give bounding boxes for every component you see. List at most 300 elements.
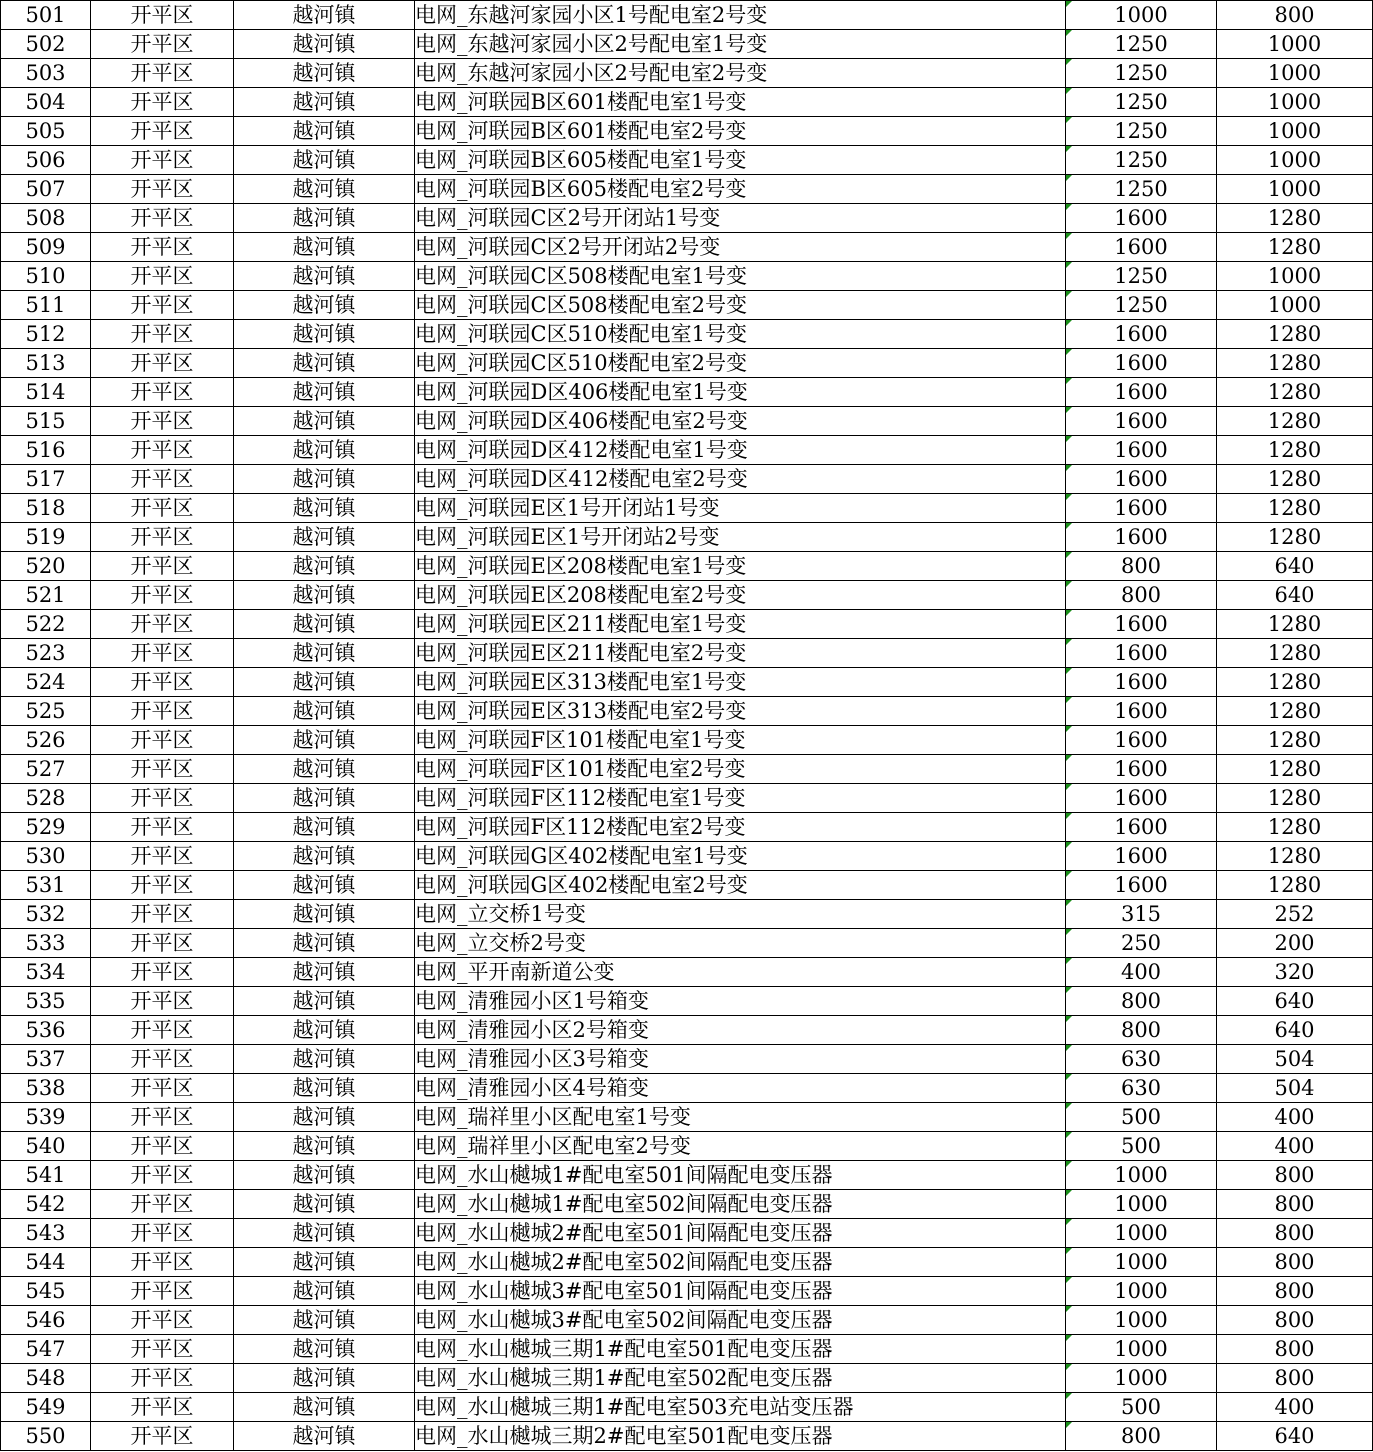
- capacity-cell[interactable]: 1600: [1066, 204, 1217, 233]
- district-cell[interactable]: 开平区: [91, 1364, 234, 1393]
- transformer-name-cell[interactable]: 电网_水山樾城三期1#配电室503充电站变压器: [415, 1393, 1066, 1422]
- row-number-cell[interactable]: 523: [1, 639, 91, 668]
- district-cell[interactable]: 开平区: [91, 1074, 234, 1103]
- town-cell[interactable]: 越河镇: [234, 30, 415, 59]
- district-cell[interactable]: 开平区: [91, 494, 234, 523]
- load-cell[interactable]: 504: [1217, 1045, 1373, 1074]
- district-cell[interactable]: 开平区: [91, 900, 234, 929]
- capacity-cell[interactable]: 1250: [1066, 291, 1217, 320]
- row-number-cell[interactable]: 540: [1, 1132, 91, 1161]
- town-cell[interactable]: 越河镇: [234, 407, 415, 436]
- transformer-name-cell[interactable]: 电网_立交桥1号变: [415, 900, 1066, 929]
- row-number-cell[interactable]: 511: [1, 291, 91, 320]
- row-number-cell[interactable]: 545: [1, 1277, 91, 1306]
- row-number-cell[interactable]: 508: [1, 204, 91, 233]
- district-cell[interactable]: 开平区: [91, 1219, 234, 1248]
- transformer-name-cell[interactable]: 电网_东越河家园小区2号配电室2号变: [415, 59, 1066, 88]
- town-cell[interactable]: 越河镇: [234, 262, 415, 291]
- district-cell[interactable]: 开平区: [91, 1335, 234, 1364]
- town-cell[interactable]: 越河镇: [234, 436, 415, 465]
- district-cell[interactable]: 开平区: [91, 233, 234, 262]
- transformer-name-cell[interactable]: 电网_河联园G区402楼配电室1号变: [415, 842, 1066, 871]
- row-number-cell[interactable]: 538: [1, 1074, 91, 1103]
- town-cell[interactable]: 越河镇: [234, 929, 415, 958]
- district-cell[interactable]: 开平区: [91, 349, 234, 378]
- load-cell[interactable]: 1000: [1217, 30, 1373, 59]
- district-cell[interactable]: 开平区: [91, 436, 234, 465]
- capacity-cell[interactable]: 1600: [1066, 813, 1217, 842]
- row-number-cell[interactable]: 513: [1, 349, 91, 378]
- district-cell[interactable]: 开平区: [91, 262, 234, 291]
- town-cell[interactable]: 越河镇: [234, 610, 415, 639]
- load-cell[interactable]: 1280: [1217, 813, 1373, 842]
- capacity-cell[interactable]: 1600: [1066, 871, 1217, 900]
- transformer-name-cell[interactable]: 电网_东越河家园小区1号配电室2号变: [415, 1, 1066, 30]
- transformer-name-cell[interactable]: 电网_水山樾城1#配电室501间隔配电变压器: [415, 1161, 1066, 1190]
- town-cell[interactable]: 越河镇: [234, 378, 415, 407]
- row-number-cell[interactable]: 531: [1, 871, 91, 900]
- load-cell[interactable]: 800: [1217, 1335, 1373, 1364]
- town-cell[interactable]: 越河镇: [234, 958, 415, 987]
- row-number-cell[interactable]: 520: [1, 552, 91, 581]
- transformer-name-cell[interactable]: 电网_河联园C区510楼配电室1号变: [415, 320, 1066, 349]
- transformer-name-cell[interactable]: 电网_河联园D区406楼配电室2号变: [415, 407, 1066, 436]
- transformer-name-cell[interactable]: 电网_河联园D区406楼配电室1号变: [415, 378, 1066, 407]
- district-cell[interactable]: 开平区: [91, 1045, 234, 1074]
- capacity-cell[interactable]: 500: [1066, 1103, 1217, 1132]
- capacity-cell[interactable]: 800: [1066, 1422, 1217, 1451]
- town-cell[interactable]: 越河镇: [234, 755, 415, 784]
- row-number-cell[interactable]: 507: [1, 175, 91, 204]
- town-cell[interactable]: 越河镇: [234, 117, 415, 146]
- district-cell[interactable]: 开平区: [91, 929, 234, 958]
- load-cell[interactable]: 400: [1217, 1103, 1373, 1132]
- capacity-cell[interactable]: 1600: [1066, 784, 1217, 813]
- load-cell[interactable]: 1000: [1217, 88, 1373, 117]
- town-cell[interactable]: 越河镇: [234, 552, 415, 581]
- row-number-cell[interactable]: 535: [1, 987, 91, 1016]
- load-cell[interactable]: 800: [1217, 1277, 1373, 1306]
- district-cell[interactable]: 开平区: [91, 465, 234, 494]
- capacity-cell[interactable]: 1600: [1066, 755, 1217, 784]
- district-cell[interactable]: 开平区: [91, 1393, 234, 1422]
- row-number-cell[interactable]: 510: [1, 262, 91, 291]
- town-cell[interactable]: 越河镇: [234, 697, 415, 726]
- district-cell[interactable]: 开平区: [91, 610, 234, 639]
- transformer-name-cell[interactable]: 电网_河联园C区510楼配电室2号变: [415, 349, 1066, 378]
- transformer-name-cell[interactable]: 电网_清雅园小区1号箱变: [415, 987, 1066, 1016]
- transformer-name-cell[interactable]: 电网_水山樾城2#配电室502间隔配电变压器: [415, 1248, 1066, 1277]
- transformer-name-cell[interactable]: 电网_河联园G区402楼配电室2号变: [415, 871, 1066, 900]
- district-cell[interactable]: 开平区: [91, 146, 234, 175]
- town-cell[interactable]: 越河镇: [234, 523, 415, 552]
- capacity-cell[interactable]: 1600: [1066, 842, 1217, 871]
- row-number-cell[interactable]: 533: [1, 929, 91, 958]
- load-cell[interactable]: 1280: [1217, 842, 1373, 871]
- town-cell[interactable]: 越河镇: [234, 175, 415, 204]
- town-cell[interactable]: 越河镇: [234, 349, 415, 378]
- capacity-cell[interactable]: 800: [1066, 987, 1217, 1016]
- transformer-name-cell[interactable]: 电网_河联园E区313楼配电室1号变: [415, 668, 1066, 697]
- capacity-cell[interactable]: 1600: [1066, 436, 1217, 465]
- town-cell[interactable]: 越河镇: [234, 1074, 415, 1103]
- row-number-cell[interactable]: 546: [1, 1306, 91, 1335]
- load-cell[interactable]: 1280: [1217, 465, 1373, 494]
- district-cell[interactable]: 开平区: [91, 784, 234, 813]
- town-cell[interactable]: 越河镇: [234, 146, 415, 175]
- transformer-name-cell[interactable]: 电网_水山樾城三期2#配电室501配电变压器: [415, 1422, 1066, 1451]
- transformer-name-cell[interactable]: 电网_瑞祥里小区配电室1号变: [415, 1103, 1066, 1132]
- row-number-cell[interactable]: 521: [1, 581, 91, 610]
- town-cell[interactable]: 越河镇: [234, 1161, 415, 1190]
- transformer-name-cell[interactable]: 电网_河联园B区601楼配电室2号变: [415, 117, 1066, 146]
- town-cell[interactable]: 越河镇: [234, 784, 415, 813]
- load-cell[interactable]: 800: [1217, 1364, 1373, 1393]
- load-cell[interactable]: 1000: [1217, 59, 1373, 88]
- capacity-cell[interactable]: 630: [1066, 1074, 1217, 1103]
- district-cell[interactable]: 开平区: [91, 523, 234, 552]
- load-cell[interactable]: 640: [1217, 1422, 1373, 1451]
- load-cell[interactable]: 1280: [1217, 349, 1373, 378]
- town-cell[interactable]: 越河镇: [234, 1364, 415, 1393]
- load-cell[interactable]: 800: [1217, 1190, 1373, 1219]
- row-number-cell[interactable]: 549: [1, 1393, 91, 1422]
- capacity-cell[interactable]: 1600: [1066, 610, 1217, 639]
- transformer-name-cell[interactable]: 电网_河联园C区508楼配电室2号变: [415, 291, 1066, 320]
- load-cell[interactable]: 1280: [1217, 204, 1373, 233]
- load-cell[interactable]: 1280: [1217, 610, 1373, 639]
- load-cell[interactable]: 320: [1217, 958, 1373, 987]
- town-cell[interactable]: 越河镇: [234, 900, 415, 929]
- load-cell[interactable]: 1000: [1217, 175, 1373, 204]
- load-cell[interactable]: 800: [1217, 1306, 1373, 1335]
- load-cell[interactable]: 640: [1217, 581, 1373, 610]
- capacity-cell[interactable]: 1600: [1066, 378, 1217, 407]
- row-number-cell[interactable]: 529: [1, 813, 91, 842]
- row-number-cell[interactable]: 504: [1, 88, 91, 117]
- district-cell[interactable]: 开平区: [91, 378, 234, 407]
- transformer-name-cell[interactable]: 电网_河联园D区412楼配电室1号变: [415, 436, 1066, 465]
- row-number-cell[interactable]: 536: [1, 1016, 91, 1045]
- town-cell[interactable]: 越河镇: [234, 233, 415, 262]
- capacity-cell[interactable]: 1600: [1066, 697, 1217, 726]
- transformer-name-cell[interactable]: 电网_河联园E区208楼配电室1号变: [415, 552, 1066, 581]
- transformer-name-cell[interactable]: 电网_河联园E区211楼配电室2号变: [415, 639, 1066, 668]
- transformer-name-cell[interactable]: 电网_立交桥2号变: [415, 929, 1066, 958]
- transformer-name-cell[interactable]: 电网_瑞祥里小区配电室2号变: [415, 1132, 1066, 1161]
- district-cell[interactable]: 开平区: [91, 291, 234, 320]
- transformer-name-cell[interactable]: 电网_河联园F区101楼配电室2号变: [415, 755, 1066, 784]
- row-number-cell[interactable]: 509: [1, 233, 91, 262]
- load-cell[interactable]: 1000: [1217, 291, 1373, 320]
- load-cell[interactable]: 1000: [1217, 146, 1373, 175]
- capacity-cell[interactable]: 1000: [1066, 1219, 1217, 1248]
- row-number-cell[interactable]: 547: [1, 1335, 91, 1364]
- row-number-cell[interactable]: 516: [1, 436, 91, 465]
- load-cell[interactable]: 1280: [1217, 378, 1373, 407]
- load-cell[interactable]: 1280: [1217, 784, 1373, 813]
- capacity-cell[interactable]: 1250: [1066, 88, 1217, 117]
- capacity-cell[interactable]: 1600: [1066, 320, 1217, 349]
- district-cell[interactable]: 开平区: [91, 987, 234, 1016]
- capacity-cell[interactable]: 1000: [1066, 1364, 1217, 1393]
- town-cell[interactable]: 越河镇: [234, 842, 415, 871]
- transformer-name-cell[interactable]: 电网_河联园E区211楼配电室1号变: [415, 610, 1066, 639]
- capacity-cell[interactable]: 630: [1066, 1045, 1217, 1074]
- town-cell[interactable]: 越河镇: [234, 1132, 415, 1161]
- row-number-cell[interactable]: 525: [1, 697, 91, 726]
- capacity-cell[interactable]: 1250: [1066, 59, 1217, 88]
- row-number-cell[interactable]: 548: [1, 1364, 91, 1393]
- capacity-cell[interactable]: 1000: [1066, 1306, 1217, 1335]
- transformer-name-cell[interactable]: 电网_河联园F区112楼配电室2号变: [415, 813, 1066, 842]
- load-cell[interactable]: 1280: [1217, 697, 1373, 726]
- load-cell[interactable]: 1280: [1217, 407, 1373, 436]
- district-cell[interactable]: 开平区: [91, 88, 234, 117]
- load-cell[interactable]: 800: [1217, 1248, 1373, 1277]
- row-number-cell[interactable]: 505: [1, 117, 91, 146]
- town-cell[interactable]: 越河镇: [234, 1335, 415, 1364]
- row-number-cell[interactable]: 526: [1, 726, 91, 755]
- transformer-name-cell[interactable]: 电网_河联园F区112楼配电室1号变: [415, 784, 1066, 813]
- district-cell[interactable]: 开平区: [91, 871, 234, 900]
- town-cell[interactable]: 越河镇: [234, 291, 415, 320]
- transformer-name-cell[interactable]: 电网_河联园B区605楼配电室2号变: [415, 175, 1066, 204]
- transformer-name-cell[interactable]: 电网_水山樾城1#配电室502间隔配电变压器: [415, 1190, 1066, 1219]
- capacity-cell[interactable]: 500: [1066, 1132, 1217, 1161]
- town-cell[interactable]: 越河镇: [234, 1219, 415, 1248]
- load-cell[interactable]: 1280: [1217, 233, 1373, 262]
- capacity-cell[interactable]: 1600: [1066, 407, 1217, 436]
- row-number-cell[interactable]: 541: [1, 1161, 91, 1190]
- district-cell[interactable]: 开平区: [91, 1306, 234, 1335]
- town-cell[interactable]: 越河镇: [234, 726, 415, 755]
- load-cell[interactable]: 1000: [1217, 262, 1373, 291]
- capacity-cell[interactable]: 1000: [1066, 1, 1217, 30]
- transformer-name-cell[interactable]: 电网_水山樾城3#配电室501间隔配电变压器: [415, 1277, 1066, 1306]
- transformer-name-cell[interactable]: 电网_水山樾城三期1#配电室501配电变压器: [415, 1335, 1066, 1364]
- load-cell[interactable]: 1280: [1217, 523, 1373, 552]
- capacity-cell[interactable]: 1600: [1066, 639, 1217, 668]
- district-cell[interactable]: 开平区: [91, 1103, 234, 1132]
- load-cell[interactable]: 800: [1217, 1, 1373, 30]
- transformer-name-cell[interactable]: 电网_河联园B区601楼配电室1号变: [415, 88, 1066, 117]
- load-cell[interactable]: 800: [1217, 1161, 1373, 1190]
- district-cell[interactable]: 开平区: [91, 639, 234, 668]
- row-number-cell[interactable]: 544: [1, 1248, 91, 1277]
- town-cell[interactable]: 越河镇: [234, 813, 415, 842]
- capacity-cell[interactable]: 1250: [1066, 146, 1217, 175]
- row-number-cell[interactable]: 537: [1, 1045, 91, 1074]
- row-number-cell[interactable]: 539: [1, 1103, 91, 1132]
- capacity-cell[interactable]: 1250: [1066, 30, 1217, 59]
- district-cell[interactable]: 开平区: [91, 30, 234, 59]
- town-cell[interactable]: 越河镇: [234, 1045, 415, 1074]
- town-cell[interactable]: 越河镇: [234, 1306, 415, 1335]
- district-cell[interactable]: 开平区: [91, 1422, 234, 1451]
- district-cell[interactable]: 开平区: [91, 755, 234, 784]
- load-cell[interactable]: 640: [1217, 987, 1373, 1016]
- transformer-name-cell[interactable]: 电网_河联园E区208楼配电室2号变: [415, 581, 1066, 610]
- district-cell[interactable]: 开平区: [91, 175, 234, 204]
- district-cell[interactable]: 开平区: [91, 668, 234, 697]
- transformer-name-cell[interactable]: 电网_河联园B区605楼配电室1号变: [415, 146, 1066, 175]
- transformer-name-cell[interactable]: 电网_河联园F区101楼配电室1号变: [415, 726, 1066, 755]
- district-cell[interactable]: 开平区: [91, 320, 234, 349]
- capacity-cell[interactable]: 1000: [1066, 1161, 1217, 1190]
- row-number-cell[interactable]: 512: [1, 320, 91, 349]
- district-cell[interactable]: 开平区: [91, 581, 234, 610]
- load-cell[interactable]: 1280: [1217, 668, 1373, 697]
- town-cell[interactable]: 越河镇: [234, 465, 415, 494]
- row-number-cell[interactable]: 518: [1, 494, 91, 523]
- town-cell[interactable]: 越河镇: [234, 1393, 415, 1422]
- row-number-cell[interactable]: 501: [1, 1, 91, 30]
- capacity-cell[interactable]: 1250: [1066, 117, 1217, 146]
- district-cell[interactable]: 开平区: [91, 59, 234, 88]
- load-cell[interactable]: 200: [1217, 929, 1373, 958]
- transformer-name-cell[interactable]: 电网_水山樾城三期1#配电室502配电变压器: [415, 1364, 1066, 1393]
- row-number-cell[interactable]: 517: [1, 465, 91, 494]
- capacity-cell[interactable]: 1600: [1066, 465, 1217, 494]
- load-cell[interactable]: 400: [1217, 1132, 1373, 1161]
- capacity-cell[interactable]: 500: [1066, 1393, 1217, 1422]
- district-cell[interactable]: 开平区: [91, 407, 234, 436]
- load-cell[interactable]: 640: [1217, 552, 1373, 581]
- transformer-name-cell[interactable]: 电网_河联园E区1号开闭站2号变: [415, 523, 1066, 552]
- capacity-cell[interactable]: 1000: [1066, 1248, 1217, 1277]
- town-cell[interactable]: 越河镇: [234, 639, 415, 668]
- capacity-cell[interactable]: 1600: [1066, 523, 1217, 552]
- town-cell[interactable]: 越河镇: [234, 581, 415, 610]
- capacity-cell[interactable]: 1250: [1066, 262, 1217, 291]
- district-cell[interactable]: 开平区: [91, 1, 234, 30]
- load-cell[interactable]: 504: [1217, 1074, 1373, 1103]
- town-cell[interactable]: 越河镇: [234, 1248, 415, 1277]
- town-cell[interactable]: 越河镇: [234, 1016, 415, 1045]
- load-cell[interactable]: 1280: [1217, 639, 1373, 668]
- transformer-name-cell[interactable]: 电网_河联园C区508楼配电室1号变: [415, 262, 1066, 291]
- town-cell[interactable]: 越河镇: [234, 1103, 415, 1132]
- load-cell[interactable]: 1000: [1217, 117, 1373, 146]
- district-cell[interactable]: 开平区: [91, 958, 234, 987]
- capacity-cell[interactable]: 400: [1066, 958, 1217, 987]
- transformer-name-cell[interactable]: 电网_清雅园小区2号箱变: [415, 1016, 1066, 1045]
- load-cell[interactable]: 800: [1217, 1219, 1373, 1248]
- capacity-cell[interactable]: 1000: [1066, 1277, 1217, 1306]
- transformer-name-cell[interactable]: 电网_东越河家园小区2号配电室1号变: [415, 30, 1066, 59]
- row-number-cell[interactable]: 514: [1, 378, 91, 407]
- town-cell[interactable]: 越河镇: [234, 59, 415, 88]
- capacity-cell[interactable]: 1600: [1066, 349, 1217, 378]
- capacity-cell[interactable]: 1600: [1066, 233, 1217, 262]
- load-cell[interactable]: 1280: [1217, 436, 1373, 465]
- load-cell[interactable]: 400: [1217, 1393, 1373, 1422]
- row-number-cell[interactable]: 534: [1, 958, 91, 987]
- row-number-cell[interactable]: 515: [1, 407, 91, 436]
- town-cell[interactable]: 越河镇: [234, 871, 415, 900]
- transformer-name-cell[interactable]: 电网_清雅园小区3号箱变: [415, 1045, 1066, 1074]
- capacity-cell[interactable]: 250: [1066, 929, 1217, 958]
- capacity-cell[interactable]: 1600: [1066, 494, 1217, 523]
- load-cell[interactable]: 1280: [1217, 755, 1373, 784]
- capacity-cell[interactable]: 800: [1066, 1016, 1217, 1045]
- row-number-cell[interactable]: 522: [1, 610, 91, 639]
- district-cell[interactable]: 开平区: [91, 1277, 234, 1306]
- transformer-name-cell[interactable]: 电网_河联园E区1号开闭站1号变: [415, 494, 1066, 523]
- load-cell[interactable]: 640: [1217, 1016, 1373, 1045]
- load-cell[interactable]: 252: [1217, 900, 1373, 929]
- district-cell[interactable]: 开平区: [91, 1248, 234, 1277]
- district-cell[interactable]: 开平区: [91, 726, 234, 755]
- capacity-cell[interactable]: 1600: [1066, 726, 1217, 755]
- capacity-cell[interactable]: 1000: [1066, 1190, 1217, 1219]
- row-number-cell[interactable]: 542: [1, 1190, 91, 1219]
- district-cell[interactable]: 开平区: [91, 813, 234, 842]
- town-cell[interactable]: 越河镇: [234, 1, 415, 30]
- capacity-cell[interactable]: 1000: [1066, 1335, 1217, 1364]
- capacity-cell[interactable]: 315: [1066, 900, 1217, 929]
- capacity-cell[interactable]: 800: [1066, 552, 1217, 581]
- district-cell[interactable]: 开平区: [91, 1161, 234, 1190]
- transformer-name-cell[interactable]: 电网_河联园C区2号开闭站1号变: [415, 204, 1066, 233]
- town-cell[interactable]: 越河镇: [234, 88, 415, 117]
- load-cell[interactable]: 1280: [1217, 320, 1373, 349]
- transformer-name-cell[interactable]: 电网_水山樾城2#配电室501间隔配电变压器: [415, 1219, 1066, 1248]
- town-cell[interactable]: 越河镇: [234, 668, 415, 697]
- row-number-cell[interactable]: 506: [1, 146, 91, 175]
- transformer-name-cell[interactable]: 电网_平开南新道公变: [415, 958, 1066, 987]
- transformer-name-cell[interactable]: 电网_河联园D区412楼配电室2号变: [415, 465, 1066, 494]
- district-cell[interactable]: 开平区: [91, 1132, 234, 1161]
- row-number-cell[interactable]: 503: [1, 59, 91, 88]
- row-number-cell[interactable]: 550: [1, 1422, 91, 1451]
- load-cell[interactable]: 1280: [1217, 726, 1373, 755]
- town-cell[interactable]: 越河镇: [234, 320, 415, 349]
- capacity-cell[interactable]: 1250: [1066, 175, 1217, 204]
- town-cell[interactable]: 越河镇: [234, 1277, 415, 1306]
- load-cell[interactable]: 1280: [1217, 871, 1373, 900]
- row-number-cell[interactable]: 502: [1, 30, 91, 59]
- row-number-cell[interactable]: 524: [1, 668, 91, 697]
- capacity-cell[interactable]: 800: [1066, 581, 1217, 610]
- town-cell[interactable]: 越河镇: [234, 987, 415, 1016]
- district-cell[interactable]: 开平区: [91, 1190, 234, 1219]
- transformer-name-cell[interactable]: 电网_河联园E区313楼配电室2号变: [415, 697, 1066, 726]
- transformer-name-cell[interactable]: 电网_水山樾城3#配电室502间隔配电变压器: [415, 1306, 1066, 1335]
- district-cell[interactable]: 开平区: [91, 1016, 234, 1045]
- row-number-cell[interactable]: 527: [1, 755, 91, 784]
- town-cell[interactable]: 越河镇: [234, 1422, 415, 1451]
- load-cell[interactable]: 1280: [1217, 494, 1373, 523]
- row-number-cell[interactable]: 532: [1, 900, 91, 929]
- transformer-name-cell[interactable]: 电网_清雅园小区4号箱变: [415, 1074, 1066, 1103]
- row-number-cell[interactable]: 543: [1, 1219, 91, 1248]
- row-number-cell[interactable]: 530: [1, 842, 91, 871]
- capacity-cell[interactable]: 1600: [1066, 668, 1217, 697]
- transformer-name-cell[interactable]: 电网_河联园C区2号开闭站2号变: [415, 233, 1066, 262]
- row-number-cell[interactable]: 528: [1, 784, 91, 813]
- district-cell[interactable]: 开平区: [91, 697, 234, 726]
- district-cell[interactable]: 开平区: [91, 552, 234, 581]
- town-cell[interactable]: 越河镇: [234, 1190, 415, 1219]
- district-cell[interactable]: 开平区: [91, 842, 234, 871]
- row-number-cell[interactable]: 519: [1, 523, 91, 552]
- town-cell[interactable]: 越河镇: [234, 494, 415, 523]
- district-cell[interactable]: 开平区: [91, 204, 234, 233]
- town-cell[interactable]: 越河镇: [234, 204, 415, 233]
- district-cell[interactable]: 开平区: [91, 117, 234, 146]
